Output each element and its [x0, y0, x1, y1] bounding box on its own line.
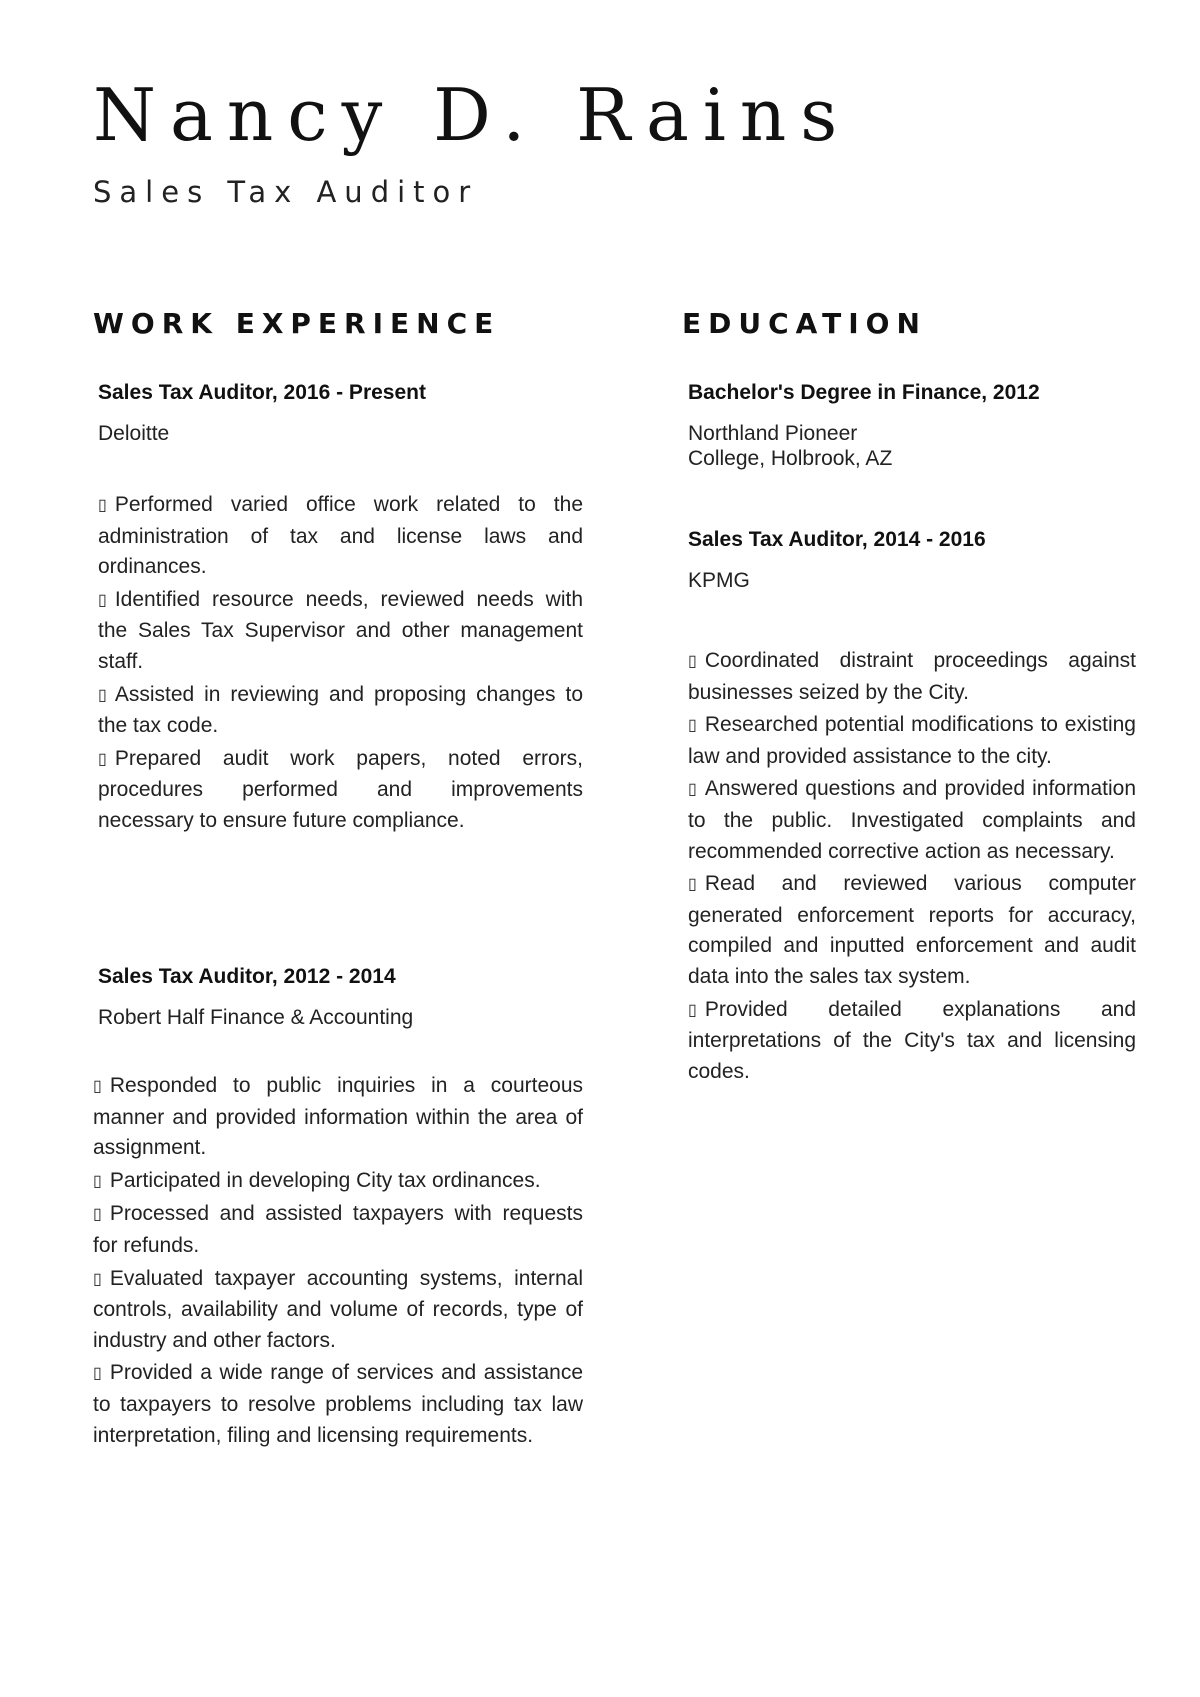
education-heading: EDUCATION: [682, 307, 927, 340]
bullet-icon: ▯: [98, 591, 107, 609]
bullet-icon: ▯: [98, 686, 107, 704]
list-item: ▯ Identified resource needs, reviewed needs with the Sales Tax Supervisor and other management staff.: [98, 587, 583, 673]
work-experience-heading: WORK EXPERIENCE: [93, 307, 501, 340]
list-item: ▯ Read and reviewed various computer generated enforcement reports for accuracy, compiled and inputted enforcement and audit data into the sales tax system.: [688, 872, 1136, 988]
bullet-icon: ▯: [93, 1172, 102, 1190]
bullet-icon: ▯: [93, 1206, 102, 1224]
list-item: ▯ Assisted in reviewing and proposing changes to the tax code.: [98, 682, 583, 738]
job-title-robert-half: Sales Tax Auditor, 2012 - 2014: [98, 965, 396, 988]
bullet-icon: ▯: [688, 781, 697, 799]
bullet-list-kpmg: [688, 646, 1136, 1089]
bullet-icon: ▯: [688, 653, 697, 670]
employer-robert-half: Robert Half Finance & Accounting: [98, 1006, 414, 1029]
bullet-list-deloitte: [98, 490, 583, 839]
job-title-deloitte: Sales Tax Auditor, 2016 - Present: [98, 381, 426, 404]
bullet-icon: ▯: [93, 1078, 102, 1095]
list-item: ▯ Responded to public inquiries in a courteous manner and provided information within the area of assignment.: [93, 1074, 583, 1160]
bullet-icon: ▯: [688, 876, 697, 894]
list-item: ▯ Provided detailed explanations and interpretations of the City's tax and licensing codes.: [688, 997, 1136, 1083]
employer-deloitte: Deloitte: [98, 422, 170, 445]
degree-title: Bachelor's Degree in Finance, 2012: [688, 381, 1040, 404]
list-item: ▯ Coordinated distraint proceedings against businesses seized by the City.: [688, 649, 1136, 704]
school-name: [688, 421, 892, 471]
employer-kpmg: KPMG: [688, 569, 750, 592]
list-item: ▯ Performed varied office work related to the administration of tax and license laws and ordinances.: [98, 493, 583, 579]
bullet-icon: ▯: [688, 717, 697, 735]
school-line-2: College, Holbrook, AZ: [688, 447, 893, 470]
bullet-icon: ▯: [93, 1270, 102, 1288]
candidate-role: Sales Tax Auditor: [93, 175, 479, 209]
bullet-icon: ▯: [98, 497, 107, 514]
bullet-icon: ▯: [688, 1001, 697, 1019]
list-item: ▯ Researched potential modifications to existing law and provided assistance to the city.: [688, 713, 1136, 768]
list-item: ▯ Evaluated taxpayer accounting systems, internal controls, availability and volume of records, type of industry and other factors.: [93, 1266, 583, 1352]
job-title-kpmg: Sales Tax Auditor, 2014 - 2016: [688, 528, 986, 551]
bullet-list-robert-half: [93, 1071, 583, 1453]
candidate-name: Nancy D. Rains: [93, 73, 852, 157]
bullet-icon: ▯: [98, 750, 107, 768]
list-item: ▯ Processed and assisted taxpayers with requests for refunds.: [93, 1202, 583, 1257]
list-item: ▯ Prepared audit work papers, noted errors, procedures performed and improvements necessary to ensure future compliance.: [98, 746, 583, 832]
school-line-1: Northland Pioneer: [688, 422, 858, 445]
list-item: ▯ Participated in developing City tax ordinances.: [93, 1166, 583, 1198]
list-item: ▯ Provided a wide range of services and assistance to taxpayers to resolve problems including tax law interpretation, filing and licensing requirements.: [93, 1361, 583, 1447]
bullet-icon: ▯: [93, 1365, 102, 1383]
list-item: ▯ Answered questions and provided information to the public. Investigated complaints and recommended corrective action as necessary.: [688, 777, 1136, 863]
